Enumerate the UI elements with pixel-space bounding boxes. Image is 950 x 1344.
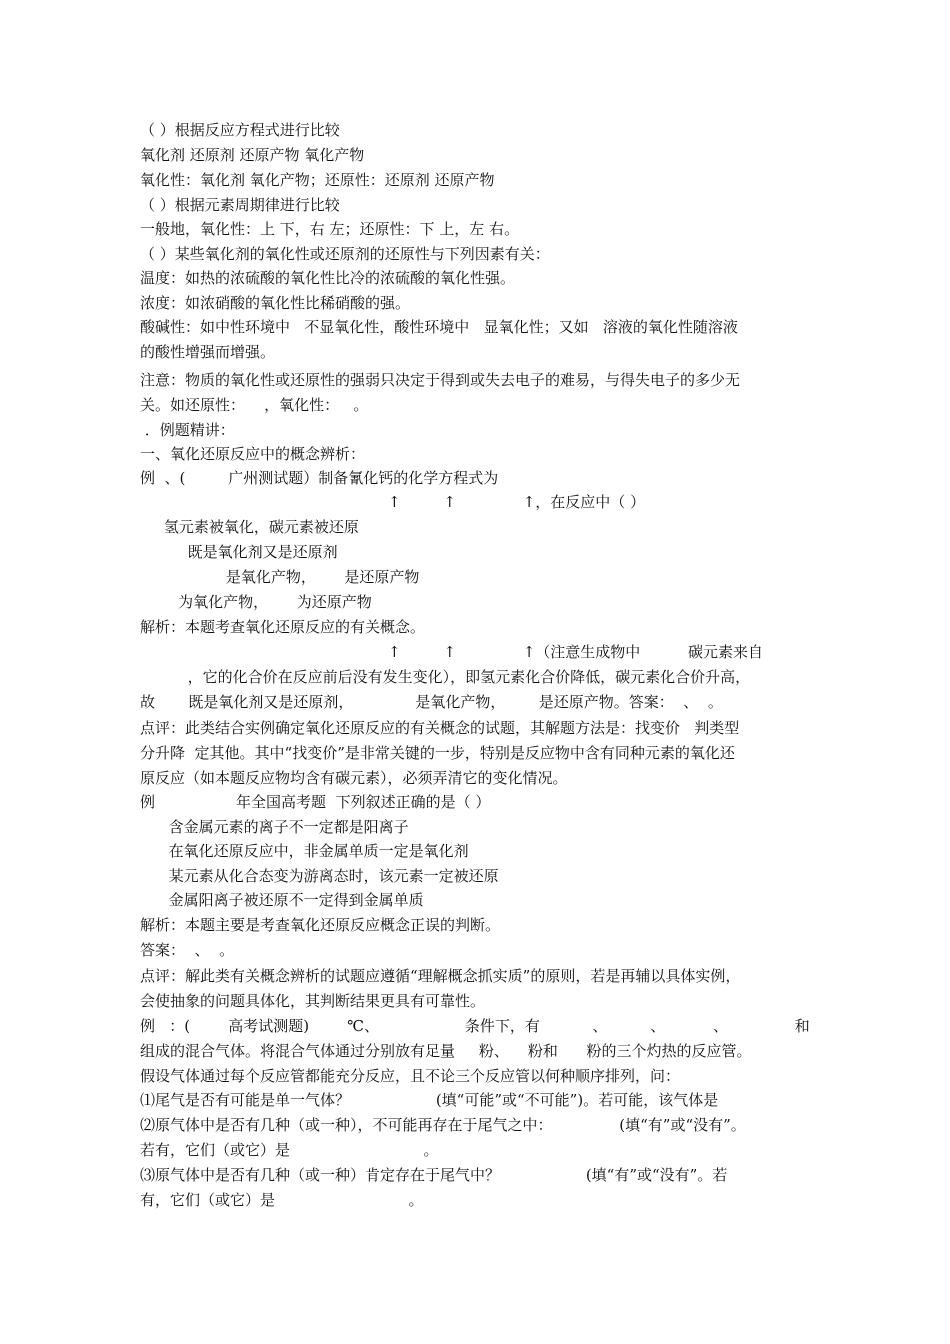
text-line: （ ）某些氧化剂的氧化性或还原剂的还原性与下列因素有关： [140,245,550,263]
text-line: 浓度：如浓硝酸的氧化性比稀硝酸的强。 [140,294,411,312]
text-line: 含金属元素的离子不一定都是阳离子 [140,818,409,836]
text-line: ⑴尾气是否有可能是单一气体？ (填“可能”或“不可能”)。若可能，该气体是 [140,1091,719,1109]
text-line: 注意：物质的氧化性或还原性的强弱只决定于得到或失去电子的难易，与得失电子的多少无 [140,371,741,389]
text-line: 的酸性增强而增强。 [140,343,276,361]
text-line: 故 既是氧化剂又是还原剂， 是氧化产物， 是还原产物。答案： 、 。 [140,693,723,711]
text-line: 氧化性：氧化剂 氧化产物；还原性：还原剂 还原产物 [140,171,495,189]
text-line: （ ）根据元素周期律进行比较 [140,196,340,214]
text-line: 例 年全国高考题 下列叙述正确的是（ ） [140,793,491,811]
text-line: ．例题精讲： [140,421,235,439]
text-line: 组成的混合气体。将混合气体通过分别放有足量 粉、 粉和 粉的三个灼热的反应管。 [140,1042,752,1060]
text-line: （ ）根据反应方程式进行比较 [140,121,340,139]
text-line: 假设气体通过每个反应管都能充分反应，且不论三个反应管以何种顺序排列，问： [140,1067,681,1085]
text-line: 解析：本题考查氧化还原反应的有关概念。 [140,618,426,636]
text-line: 原反应（如本题反应物均含有碳元素），必须弄清它的变化情况。 [140,769,568,787]
text-line: 温度：如热的浓硫酸的氧化性比冷的浓硫酸的氧化性强。 [140,269,516,287]
text-line: 若有，它们（或它）是 。 [140,1141,439,1159]
text-line: ⑶原气体中是否有几种（或一种）肯定存在于尾气中？ (填“有”或“没有”。若 [140,1166,728,1184]
text-line: 氢元素被氧化，碳元素被还原 [140,518,359,536]
text-line: 有，它们（或它）是 。 [140,1191,424,1209]
text-line: 答案： 、 。 [140,941,235,959]
text-line: 为氧化产物， 为还原产物 [140,593,372,611]
text-line: 例 、( 广州测试题）制备氰化钙的化学方程式为 [140,469,499,487]
text-line: 既是氧化剂又是还原剂 [140,543,338,561]
text-line: 酸碱性：如中性环境中 不显氧化性，酸性环境中 显氧化性；又如 溶液的氧化性随溶液 [140,318,738,336]
text-line: 是氧化产物， 是还原产物 [140,568,420,586]
text-line: 分升降 定其他。其中“找变价”是非常关键的一步，特别是反应物中含有同种元素的氧化还 [140,744,735,762]
text-line: 解析：本题主要是考查氧化还原反应概念正误的判断。 [140,916,501,934]
text-line: ⑵原气体中是否有几种（或一种），不可能再存在于尾气之中： (填“有”或“没有”。 [140,1116,746,1134]
text-line: 金属阳离子被还原不一定得到金属单质 [140,891,424,909]
text-line: 点评：解此类有关概念辨析的试题应遵循“理解概念抓实质”的原则，若是再辅以具体实例， [140,967,741,985]
text-line: 一、氧化还原反应中的概念辨析： [140,445,366,463]
text-line: 会使抽象的问题具体化，其判断结果更具有可靠性。 [140,992,486,1010]
text-line: ↑ ↑ ↑，在反应中（ ） [140,493,646,511]
text-line: 某元素从化合态变为游离态时，该元素一定被还原 [140,867,499,885]
text-line: 在氧化还原反应中，非金属单质一定是氧化剂 [140,842,469,860]
text-line: 关。如还原性： ，氧化性： 。 [140,396,369,414]
text-line: 一般地，氧化性：上 下，右 左；还原性：下 上，左 右。 [140,220,520,238]
text-line: 例 ：( 高考试测题) ℃、 条件下，有 、 、 、 和 [140,1017,810,1035]
text-line: 点评：此类结合实例确定氧化还原反应的有关概念的试题，其解题方法是：找变价 判类型 [140,719,740,737]
text-line: ，它的化合价在反应前后没有发生变化），即氢元素化合价降低，碳元素化合价升高， [140,668,751,686]
text-line: ↑ ↑ ↑（注意生成物中 碳元素来自 [140,643,763,661]
text-line: 氧化剂 还原剂 还原产物 氧化产物 [140,146,365,164]
